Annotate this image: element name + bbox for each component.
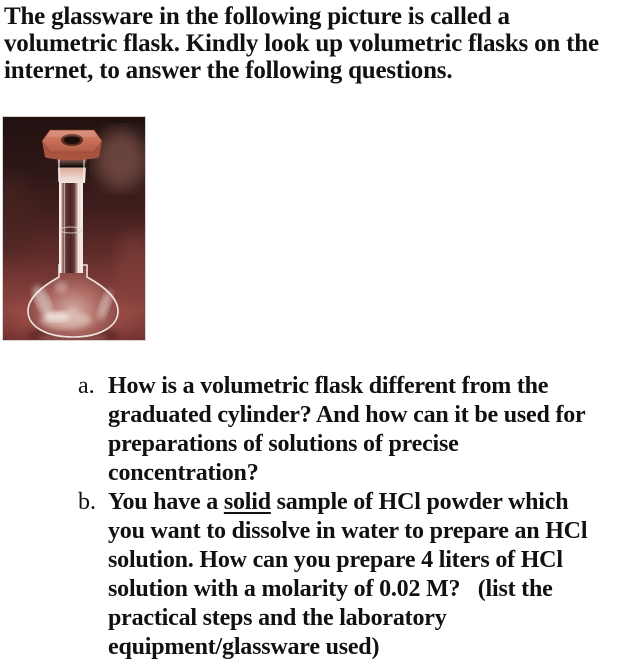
question-b-text (108, 488, 618, 662)
question-a-line-4: concentration? (108, 460, 259, 486)
bulb-specular-2 (55, 281, 67, 293)
solid-underlined-word: solid (223, 489, 271, 515)
question-b-line-2: you want to dissolve in water to prepare an HCl (108, 518, 588, 544)
background-blur-spot (95, 129, 145, 189)
question-a-line-2: graduated cylinder? And how can it be used for (108, 402, 586, 428)
neck-bore-line-right (78, 181, 79, 273)
question-b (78, 488, 618, 662)
stopper-highlight (58, 157, 60, 182)
volumetric-flask-illustration (3, 117, 145, 340)
question-a-text (108, 372, 618, 488)
heading-line-2: volumetric flask. Kindly look up volumetric flasks on the (4, 30, 599, 57)
cap-hole (64, 136, 80, 144)
question-list (78, 372, 618, 662)
question-prompt (4, 3, 618, 84)
question-a (78, 372, 618, 488)
neck-edge-highlight-left (59, 181, 61, 273)
question-b-line-1-pre: You have a (108, 489, 224, 515)
bulb-specular (45, 312, 69, 322)
question-b-line-3: solution. How can you prepare 4 liters of HCl (108, 547, 563, 573)
question-b-marker: b. (78, 489, 96, 515)
heading-line-1: The glassware in the following picture is called a (4, 3, 510, 30)
heading-line-3: internet, to answer the following questions. (4, 57, 453, 84)
question-b-line-6: equipment/glassware used) (108, 634, 380, 660)
neck-edge-highlight-right (81, 181, 83, 273)
volumetric-flask-photo (3, 117, 145, 340)
stopper-highlight-2 (83, 157, 85, 182)
question-a-line-1: How is a volumetric flask different from the (108, 373, 549, 399)
question-b-line-1-post: sample of HCl powder which (270, 489, 569, 515)
question-b-line-4: solution with a molarity of 0.02 M? (list the (108, 576, 553, 602)
question-a-marker: a. (78, 373, 95, 399)
question-a-line-3: preparations of solutions of precise (108, 431, 459, 457)
question-b-line-5: practical steps and the laboratory (108, 605, 447, 631)
cap-sheen (47, 131, 97, 137)
question-b-line-1 (108, 488, 618, 517)
